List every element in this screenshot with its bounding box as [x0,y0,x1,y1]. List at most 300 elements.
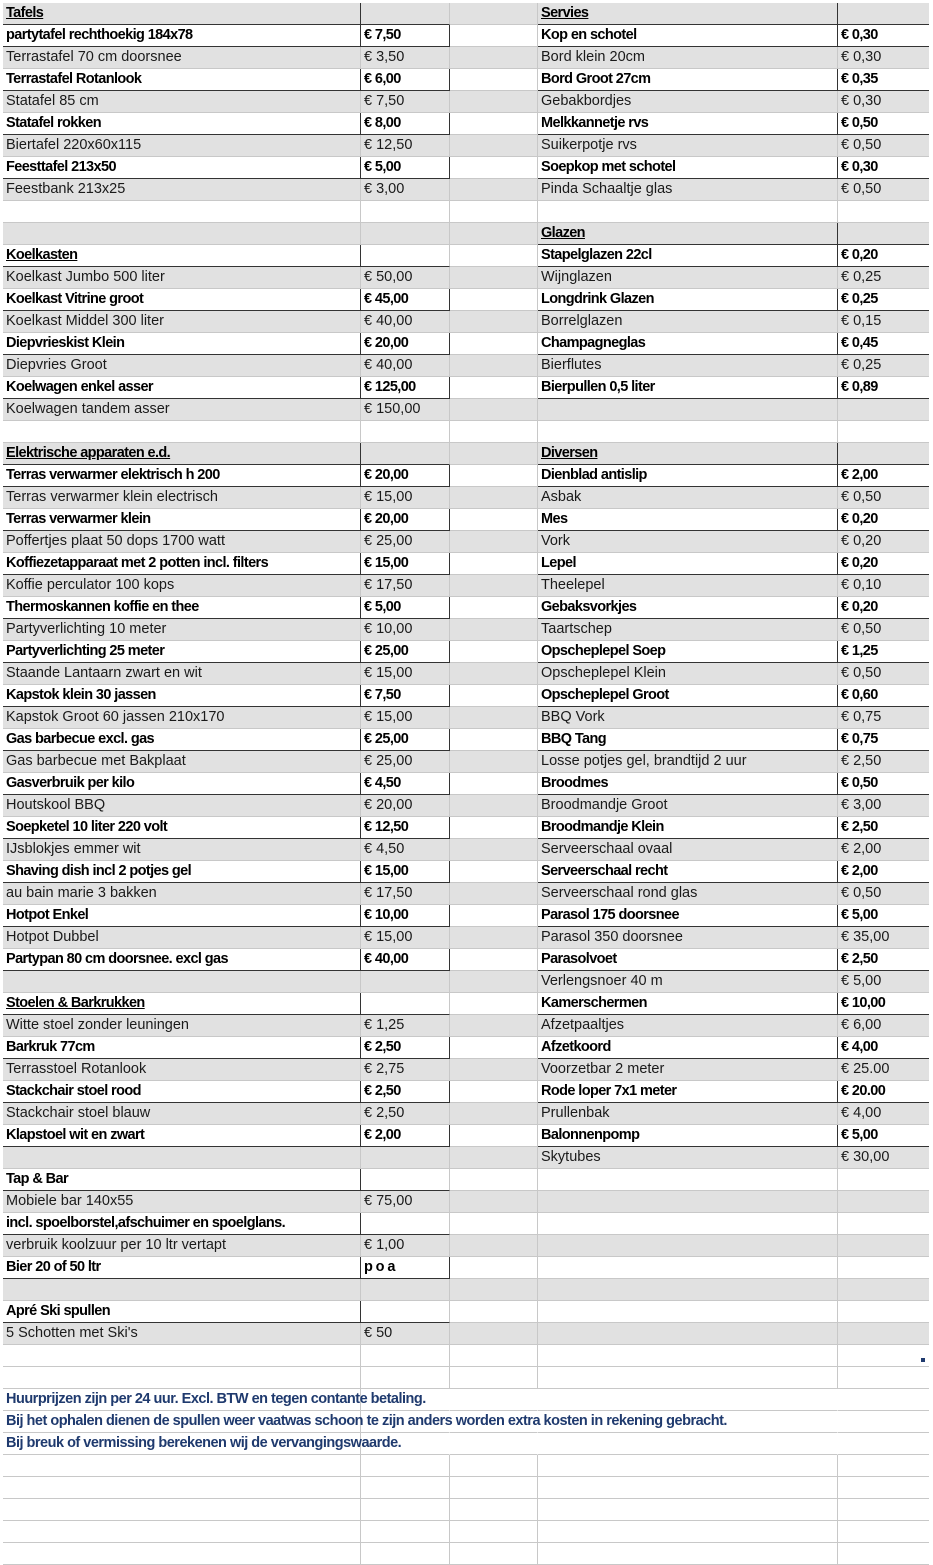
item-right-cell[interactable] [538,1257,838,1279]
item-left-cell[interactable]: Tafels [3,3,361,25]
item-right-cell[interactable]: Afzetkoord [538,1037,838,1059]
spacer-cell[interactable] [450,531,538,553]
item-left-cell[interactable]: Terras verwarmer klein [3,509,361,531]
item-right-cell[interactable]: Opscheplepel Soep [538,641,838,663]
price-left-cell[interactable]: € 1,25 [361,1015,450,1037]
spacer-cell[interactable] [450,817,538,839]
spacer-cell[interactable] [450,289,538,311]
item-right-cell[interactable] [538,1499,838,1521]
item-left-cell[interactable]: incl. spoelborstel,afschuimer en spoelglans. [3,1213,361,1235]
item-left-cell[interactable]: Kapstok klein 30 jassen [3,685,361,707]
spacer-cell[interactable] [450,1081,538,1103]
spacer-cell[interactable] [450,663,538,685]
price-left-cell[interactable] [361,1499,450,1521]
price-left-cell[interactable]: € 1,00 [361,1235,450,1257]
price-right-cell[interactable] [838,223,929,245]
item-right-cell[interactable]: Serveerschaal rond glas [538,883,838,905]
item-left-cell[interactable]: Partypan 80 cm doorsnee. excl gas [3,949,361,971]
spacer-cell[interactable] [450,971,538,993]
item-left-cell[interactable]: Poffertjes plaat 50 dops 1700 watt [3,531,361,553]
item-left-cell[interactable]: verbruik koolzuur per 10 ltr vertapt [3,1235,361,1257]
spacer-cell[interactable] [450,641,538,663]
item-left-cell[interactable] [3,223,361,245]
price-left-cell[interactable]: € 20,00 [361,795,450,817]
item-right-cell[interactable]: Bord klein 20cm [538,47,838,69]
price-left-cell[interactable] [361,1411,450,1433]
item-right-cell[interactable] [538,1411,838,1433]
item-right-cell[interactable]: Soepkop met schotel [538,157,838,179]
item-right-cell[interactable] [538,1367,838,1389]
spacer-cell[interactable] [450,465,538,487]
price-right-cell[interactable]: € 2,00 [838,839,929,861]
price-left-cell[interactable]: € 50 [361,1323,450,1345]
spacer-cell[interactable] [450,47,538,69]
price-right-cell[interactable]: € 35,00 [838,927,929,949]
item-right-cell[interactable]: Glazen [538,223,838,245]
spacer-cell[interactable] [450,3,538,25]
price-right-cell[interactable]: € 2,50 [838,817,929,839]
spacer-cell[interactable] [450,91,538,113]
price-right-cell[interactable] [838,3,929,25]
spacer-cell[interactable] [450,1015,538,1037]
spacer-cell[interactable] [450,1499,538,1521]
item-left-cell[interactable]: Stackchair stoel rood [3,1081,361,1103]
spacer-cell[interactable] [450,1279,538,1301]
price-left-cell[interactable]: € 17,50 [361,883,450,905]
price-left-cell[interactable]: € 40,00 [361,355,450,377]
spacer-cell[interactable] [450,707,538,729]
item-right-cell[interactable]: BBQ Vork [538,707,838,729]
price-right-cell[interactable]: € 0,50 [838,113,929,135]
spacer-cell[interactable] [450,993,538,1015]
price-right-cell[interactable] [838,1499,929,1521]
spacer-cell[interactable] [450,1235,538,1257]
price-left-cell[interactable]: € 25,00 [361,729,450,751]
item-right-cell[interactable]: Pinda Schaaltje glas [538,179,838,201]
price-right-cell[interactable] [838,201,929,223]
price-right-cell[interactable]: € 0,10 [838,575,929,597]
item-left-cell[interactable]: Hotpot Enkel [3,905,361,927]
item-right-cell[interactable]: Broodmandje Klein [538,817,838,839]
item-left-cell[interactable]: au bain marie 3 bakken [3,883,361,905]
spacer-cell[interactable] [450,927,538,949]
price-right-cell[interactable] [838,1323,929,1345]
price-left-cell[interactable]: € 12,50 [361,135,450,157]
spacer-cell[interactable] [450,729,538,751]
price-right-cell[interactable]: € 0,45 [838,333,929,355]
item-left-cell[interactable]: 5 Schotten met Ski's [3,1323,361,1345]
price-left-cell[interactable] [361,1345,450,1367]
item-left-cell[interactable] [3,1345,361,1367]
price-right-cell[interactable] [838,1433,929,1455]
price-left-cell[interactable]: € 15,00 [361,487,450,509]
price-left-cell[interactable]: € 3,50 [361,47,450,69]
spacer-cell[interactable] [450,421,538,443]
price-right-cell[interactable]: € 0,15 [838,311,929,333]
item-right-cell[interactable]: Broodmes [538,773,838,795]
price-right-cell[interactable]: € 0,25 [838,355,929,377]
price-right-cell[interactable]: € 0,25 [838,289,929,311]
item-right-cell[interactable]: Afzetpaaltjes [538,1015,838,1037]
spacer-cell[interactable] [450,25,538,47]
price-left-cell[interactable]: € 7,50 [361,91,450,113]
item-left-cell[interactable] [3,971,361,993]
spacer-cell[interactable] [450,487,538,509]
spacer-cell[interactable] [450,311,538,333]
price-left-cell[interactable] [361,1301,450,1323]
price-left-cell[interactable]: € 50,00 [361,267,450,289]
price-left-cell[interactable]: € 17,50 [361,575,450,597]
item-right-cell[interactable]: Longdrink Glazen [538,289,838,311]
price-left-cell[interactable]: € 12,50 [361,817,450,839]
price-right-cell[interactable] [838,1235,929,1257]
price-right-cell[interactable]: € 2,00 [838,861,929,883]
item-right-cell[interactable] [538,1543,838,1565]
price-left-cell[interactable] [361,1455,450,1477]
spacer-cell[interactable] [450,1037,538,1059]
price-right-cell[interactable] [838,1169,929,1191]
spacer-cell[interactable] [450,113,538,135]
item-left-cell[interactable]: Diepvrieskist Klein [3,333,361,355]
price-right-cell[interactable]: € 0,50 [838,179,929,201]
spacer-cell[interactable] [450,883,538,905]
price-left-cell[interactable] [361,201,450,223]
item-left-cell[interactable]: Terrasstoel Rotanlook [3,1059,361,1081]
item-left-cell[interactable]: Koelwagen tandem asser [3,399,361,421]
item-right-cell[interactable]: Serveerschaal ovaal [538,839,838,861]
spacer-cell[interactable] [450,1301,538,1323]
item-left-cell[interactable]: Soepketel 10 liter 220 volt [3,817,361,839]
item-left-cell[interactable]: Statafel rokken [3,113,361,135]
spacer-cell[interactable] [450,1059,538,1081]
price-right-cell[interactable]: € 0,30 [838,157,929,179]
item-left-cell[interactable]: Houtskool BBQ [3,795,361,817]
price-left-cell[interactable]: € 2,50 [361,1037,450,1059]
item-left-cell[interactable] [3,1279,361,1301]
item-left-cell[interactable] [3,1455,361,1477]
item-right-cell[interactable]: Gebaksvorkjes [538,597,838,619]
item-right-cell[interactable]: Asbak [538,487,838,509]
item-left-cell[interactable]: Tap & Bar [3,1169,361,1191]
item-left-cell[interactable]: IJsblokjes emmer wit [3,839,361,861]
spacer-cell[interactable] [450,267,538,289]
spacer-cell[interactable] [450,157,538,179]
item-right-cell[interactable]: Kop en schotel [538,25,838,47]
item-right-cell[interactable]: Bierflutes [538,355,838,377]
price-right-cell[interactable]: € 2,00 [838,465,929,487]
price-left-cell[interactable] [361,1389,450,1411]
item-left-cell[interactable]: Thermoskannen koffie en thee [3,597,361,619]
spacer-cell[interactable] [450,795,538,817]
price-right-cell[interactable]: € 0,20 [838,245,929,267]
price-left-cell[interactable]: € 125,00 [361,377,450,399]
spacer-cell[interactable] [450,751,538,773]
spacer-cell[interactable] [450,1543,538,1565]
item-left-cell[interactable] [3,1499,361,1521]
price-left-cell[interactable]: € 20,00 [361,509,450,531]
item-left-cell[interactable]: Terras verwarmer klein electrisch [3,487,361,509]
price-right-cell[interactable]: € 0,25 [838,267,929,289]
price-left-cell[interactable] [361,443,450,465]
item-right-cell[interactable] [538,1279,838,1301]
item-right-cell[interactable]: BBQ Tang [538,729,838,751]
item-right-cell[interactable] [538,1433,838,1455]
price-left-cell[interactable] [361,223,450,245]
price-left-cell[interactable]: € 8,00 [361,113,450,135]
item-left-cell[interactable]: Gas barbecue met Bakplaat [3,751,361,773]
price-right-cell[interactable] [838,443,929,465]
spacer-cell[interactable] [450,1125,538,1147]
price-right-cell[interactable] [838,1411,929,1433]
item-left-cell[interactable] [3,1367,361,1389]
spacer-cell[interactable] [450,861,538,883]
price-right-cell[interactable]: € 2,50 [838,751,929,773]
price-right-cell[interactable]: € 0,20 [838,553,929,575]
spacer-cell[interactable] [450,1521,538,1543]
item-left-cell[interactable]: Huurprijzen zijn per 24 uur. Excl. BTW en tegen contante betaling. [3,1389,361,1411]
price-left-cell[interactable]: € 10,00 [361,905,450,927]
item-left-cell[interactable] [3,1543,361,1565]
spacer-cell[interactable] [450,1257,538,1279]
price-right-cell[interactable] [838,421,929,443]
item-right-cell[interactable]: Bierpullen 0,5 liter [538,377,838,399]
spacer-cell[interactable] [450,597,538,619]
price-right-cell[interactable]: € 30,00 [838,1147,929,1169]
item-right-cell[interactable]: Rode loper 7x1 meter [538,1081,838,1103]
price-left-cell[interactable] [361,1543,450,1565]
item-left-cell[interactable]: Mobiele bar 140x55 [3,1191,361,1213]
price-right-cell[interactable]: € 10,00 [838,993,929,1015]
item-right-cell[interactable] [538,201,838,223]
item-right-cell[interactable]: Parasol 350 doorsnee [538,927,838,949]
item-left-cell[interactable]: Diepvries Groot [3,355,361,377]
price-right-cell[interactable]: € 0,20 [838,509,929,531]
item-right-cell[interactable]: Taartschep [538,619,838,641]
item-left-cell[interactable]: Barkruk 77cm [3,1037,361,1059]
item-left-cell[interactable]: Apré Ski spullen [3,1301,361,1323]
price-left-cell[interactable]: € 2,00 [361,1125,450,1147]
item-right-cell[interactable]: Prullenbak [538,1103,838,1125]
price-right-cell[interactable]: € 0,50 [838,773,929,795]
item-right-cell[interactable]: Opscheplepel Klein [538,663,838,685]
item-left-cell[interactable] [3,1521,361,1543]
price-left-cell[interactable] [361,421,450,443]
item-right-cell[interactable]: Wijnglazen [538,267,838,289]
item-left-cell[interactable]: Gasverbruik per kilo [3,773,361,795]
item-right-cell[interactable] [538,1455,838,1477]
item-left-cell[interactable]: Koelkasten [3,245,361,267]
price-right-cell[interactable]: € 0,50 [838,883,929,905]
price-left-cell[interactable]: € 15,00 [361,927,450,949]
item-right-cell[interactable] [538,399,838,421]
spacer-cell[interactable] [450,1433,538,1455]
item-right-cell[interactable]: Parasolvoet [538,949,838,971]
price-right-cell[interactable] [838,1301,929,1323]
price-left-cell[interactable] [361,971,450,993]
price-right-cell[interactable]: € 25.00 [838,1059,929,1081]
item-left-cell[interactable]: Elektrische apparaten e.d. [3,443,361,465]
item-right-cell[interactable]: Theelepel [538,575,838,597]
price-right-cell[interactable]: € 2,50 [838,949,929,971]
item-right-cell[interactable]: Gebakbordjes [538,91,838,113]
price-left-cell[interactable]: € 6,00 [361,69,450,91]
spacer-cell[interactable] [450,443,538,465]
price-left-cell[interactable]: € 15,00 [361,663,450,685]
item-right-cell[interactable]: Parasol 175 doorsnee [538,905,838,927]
item-right-cell[interactable]: Servies [538,3,838,25]
price-left-cell[interactable] [361,1477,450,1499]
item-left-cell[interactable] [3,201,361,223]
item-left-cell[interactable]: Stackchair stoel blauw [3,1103,361,1125]
item-left-cell[interactable]: Kapstok Groot 60 jassen 210x170 [3,707,361,729]
spacer-cell[interactable] [450,1191,538,1213]
spacer-cell[interactable] [450,949,538,971]
spacer-cell[interactable] [450,201,538,223]
price-left-cell[interactable] [361,1367,450,1389]
item-right-cell[interactable] [538,421,838,443]
price-left-cell[interactable]: € 25,00 [361,531,450,553]
spacer-cell[interactable] [450,1367,538,1389]
spacer-cell[interactable] [450,773,538,795]
item-right-cell[interactable]: Losse potjes gel, brandtijd 2 uur [538,751,838,773]
price-left-cell[interactable] [361,1279,450,1301]
item-left-cell[interactable]: partytafel rechthoekig 184x78 [3,25,361,47]
item-right-cell[interactable]: Balonnenpomp [538,1125,838,1147]
price-right-cell[interactable]: € 0,50 [838,487,929,509]
price-right-cell[interactable]: € 0,75 [838,729,929,751]
item-left-cell[interactable]: Shaving dish incl 2 potjes gel [3,861,361,883]
price-right-cell[interactable] [838,1257,929,1279]
spacer-cell[interactable] [450,1103,538,1125]
item-left-cell[interactable]: Stoelen & Barkrukken [3,993,361,1015]
item-right-cell[interactable]: Stapelglazen 22cl [538,245,838,267]
item-right-cell[interactable]: Bord Groot 27cm [538,69,838,91]
item-left-cell[interactable]: Koelwagen enkel asser [3,377,361,399]
spacer-cell[interactable] [450,355,538,377]
price-right-cell[interactable] [838,1213,929,1235]
price-right-cell[interactable]: € 0,89 [838,377,929,399]
item-right-cell[interactable] [538,1169,838,1191]
item-right-cell[interactable]: Skytubes [538,1147,838,1169]
item-left-cell[interactable]: Statafel 85 cm [3,91,361,113]
spacer-cell[interactable] [450,509,538,531]
price-left-cell[interactable]: € 20,00 [361,465,450,487]
price-left-cell[interactable]: € 15,00 [361,553,450,575]
price-left-cell[interactable] [361,1147,450,1169]
item-left-cell[interactable]: Koelkast Jumbo 500 liter [3,267,361,289]
spacer-cell[interactable] [450,1345,538,1367]
price-right-cell[interactable]: € 4,00 [838,1037,929,1059]
cell-fill-handle[interactable] [921,1358,925,1362]
spacer-cell[interactable] [450,179,538,201]
price-left-cell[interactable]: p o a [361,1257,450,1279]
item-right-cell[interactable]: Opscheplepel Groot [538,685,838,707]
price-left-cell[interactable]: € 150,00 [361,399,450,421]
spacer-cell[interactable] [450,1147,538,1169]
item-left-cell[interactable]: Terras verwarmer elektrisch h 200 [3,465,361,487]
spacer-cell[interactable] [450,839,538,861]
item-right-cell[interactable] [538,1521,838,1543]
item-right-cell[interactable]: Borrelglazen [538,311,838,333]
price-right-cell[interactable] [838,1521,929,1543]
spacer-cell[interactable] [450,905,538,927]
spacer-cell[interactable] [450,685,538,707]
item-left-cell[interactable] [3,421,361,443]
item-right-cell[interactable] [538,1235,838,1257]
price-right-cell[interactable] [838,1477,929,1499]
spacer-cell[interactable] [450,69,538,91]
price-left-cell[interactable]: € 25,00 [361,751,450,773]
spacer-cell[interactable] [450,377,538,399]
item-right-cell[interactable]: Verlengsnoer 40 m [538,971,838,993]
item-left-cell[interactable]: Partyverlichting 10 meter [3,619,361,641]
item-left-cell[interactable]: Terrastafel 70 cm doorsnee [3,47,361,69]
price-left-cell[interactable] [361,3,450,25]
price-left-cell[interactable]: € 40,00 [361,949,450,971]
price-left-cell[interactable]: € 5,00 [361,597,450,619]
price-right-cell[interactable]: € 0,75 [838,707,929,729]
item-right-cell[interactable]: Voorzetbar 2 meter [538,1059,838,1081]
item-right-cell[interactable]: Dienblad antislip [538,465,838,487]
price-left-cell[interactable]: € 7,50 [361,685,450,707]
price-right-cell[interactable] [838,1455,929,1477]
item-right-cell[interactable]: Suikerpotje rvs [538,135,838,157]
item-left-cell[interactable]: Gas barbecue excl. gas [3,729,361,751]
item-right-cell[interactable]: Vork [538,531,838,553]
item-right-cell[interactable]: Mes [538,509,838,531]
price-right-cell[interactable] [838,1389,929,1411]
spacer-cell[interactable] [450,245,538,267]
item-left-cell[interactable]: Bij breuk of vermissing berekenen wij de vervangingswaarde. [3,1433,361,1455]
item-right-cell[interactable]: Broodmandje Groot [538,795,838,817]
price-right-cell[interactable]: € 0,50 [838,135,929,157]
price-left-cell[interactable]: € 15,00 [361,861,450,883]
price-left-cell[interactable]: € 3,00 [361,179,450,201]
item-right-cell[interactable] [538,1191,838,1213]
item-left-cell[interactable]: Witte stoel zonder leuningen [3,1015,361,1037]
item-right-cell[interactable]: Champagneglas [538,333,838,355]
price-right-cell[interactable] [838,1345,929,1367]
item-left-cell[interactable]: Koffie perculator 100 kops [3,575,361,597]
price-right-cell[interactable] [838,1191,929,1213]
price-right-cell[interactable]: € 0,20 [838,531,929,553]
price-left-cell[interactable]: € 15,00 [361,707,450,729]
price-right-cell[interactable]: € 0,30 [838,91,929,113]
price-right-cell[interactable] [838,1367,929,1389]
price-right-cell[interactable]: € 0,60 [838,685,929,707]
price-right-cell[interactable]: € 0,30 [838,25,929,47]
item-left-cell[interactable]: Bij het ophalen dienen de spullen weer vaatwas schoon te zijn anders worden extra kosten in rekening gebracht. [3,1411,361,1433]
item-right-cell[interactable] [538,1345,838,1367]
item-right-cell[interactable]: Melkkannetje rvs [538,113,838,135]
price-right-cell[interactable]: € 5,00 [838,905,929,927]
spacer-cell[interactable] [450,1169,538,1191]
price-left-cell[interactable] [361,1521,450,1543]
price-left-cell[interactable] [361,1213,450,1235]
price-left-cell[interactable]: € 7,50 [361,25,450,47]
price-right-cell[interactable] [838,1543,929,1565]
price-right-cell[interactable]: € 0,20 [838,597,929,619]
price-right-cell[interactable] [838,399,929,421]
price-right-cell[interactable]: € 3,00 [838,795,929,817]
price-left-cell[interactable]: € 2,75 [361,1059,450,1081]
spacer-cell[interactable] [450,575,538,597]
price-left-cell[interactable]: € 25,00 [361,641,450,663]
item-left-cell[interactable]: Koelkast Vitrine groot [3,289,361,311]
price-left-cell[interactable]: € 5,00 [361,157,450,179]
item-right-cell[interactable]: Lepel [538,553,838,575]
spacer-cell[interactable] [450,1477,538,1499]
